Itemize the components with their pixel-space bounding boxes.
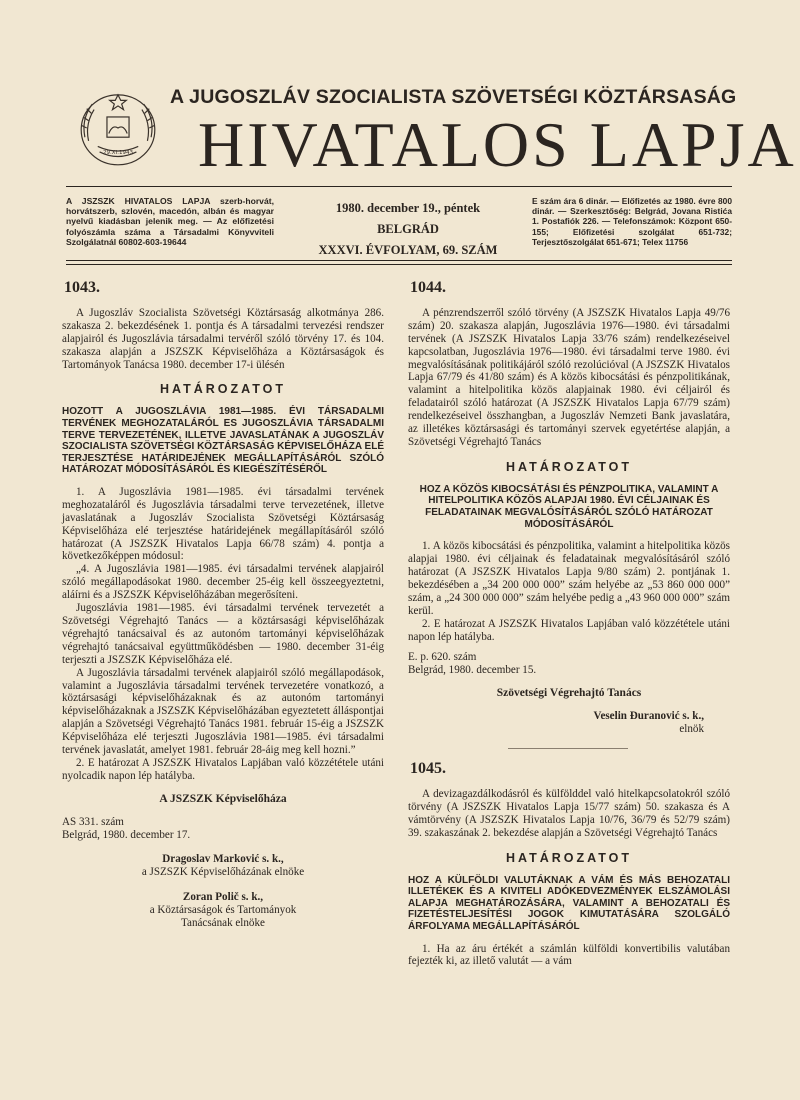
gazette-title: HIVATALOS LAPJA: [198, 109, 797, 180]
signatory-name-1: Dragoslav Marković s. k.,: [162, 853, 284, 866]
paragraph-1044-1: 1. A közös kibocsátási és pénzpolitika, valamint a hitelpolitika közös alapjai 1980. évi céljainak és feladatainak megvalósításáról szóló határozat (A JSZSZK Hivatalos Lapja 9/80 szám) 2. pontjának 1. bekezdésében a „34 200 000 000” szám helyébe az „53 860 000 000” szám, a „24 300 000 000” szám helyébe pedig a „43 960 000 000” szám kerül.: [408, 540, 730, 617]
signatory-title-3: elnök: [679, 723, 704, 736]
preamble-1044: A pénzrendszerről szóló törvény (A JSZSZK Hivatalos Lapja 49/76 szám) 20. szakasza alapján, Jugoszlávia 1976—1980. évi társadalmi tervének (A JSZSZK Hivatalos Lapja 33/76 szám) rendelkezéseivel kapcsolatban, Jugoszlávia 1976—1980. évi társadalmi terve 1980. évi megvalósításának politikájáról szóló rezolúcióval (A JSZSZK Hivatalos Lapja 67/79 és 41/80 szám) és A közös kibocsátási és pénzpolitikának, valamint a hitelpolitika közös alapjainak 1980. évi céljairól és feladatairól szóló határozat (A JSZSZK Hivatalos Lapja 67/79 szám) rendelkezéseivel összhangban, a Jugoszláv Nemzeti Bank javaslatára, az illetékes köztársasági és tartományi szervek egyetértése alapján, a Szövetségi Végrehajtó Tanács: [408, 306, 730, 448]
left-column: [62, 279, 384, 930]
signatory-title-2b: Tanácsának elnöke: [181, 917, 265, 930]
right-column: [408, 279, 730, 968]
issuer-1043: A JSZSZK Képviselőháza: [159, 792, 287, 805]
reference-1043: AS 331. szám: [62, 815, 124, 828]
publication-info: A JSZSZK HIVATALOS LAPJA szerb-horvát, horvátszerb, szlovén, macedón, albán és magyar nyelvű kiadásban jelenik meg. — Az előfizetési folyószámla száma a Társadalmi Könyvviteli Szolgálatnál 60802-603-19644: [66, 196, 274, 247]
signatory-name-2: Zoran Polič s. k.,: [182, 891, 264, 904]
preamble-1045: A devizagazdálkodásról és külfölddel való hitelkapcsolatokról szóló törvény (A JSZSZK Hivatalos Lapja 15/77 szám) 50. szakasza és A vámtörvény (A JSZSZK Hivatalos Lapja 10/76, 36/79 és 52/79 szám) 39. szakaszának 2. bekezdése alapján a Szövetségi Végrehajtó Tanács: [408, 788, 730, 839]
paragraph-1043-5: 2. E határozat A JSZSZK Hivatalos Lapjában való közzététele utáni nyolcadik napon lép hatályba.: [62, 756, 384, 782]
paragraph-1043-4: A Jugoszlávia társadalmi tervének alapjairól szóló megállapodások, valamint a Jugoszlávia társadalmi tervének tervezetére vonatkozó, a köztársasági képviselőházaknak és az autonóm tartományi képviselőházaknak a JSZSZK Képviselőházában egyeztetett álláspontjai alapján a Szövetségi Végrehajtó Tanács 1981. február 15-éig a JSZSZK Képviselőháza elé terjeszti Jugoszlávia 1981—1985. évi társadalmi tervének javaslatát, amelyet 1981. február 28-áig meg kell hozni.”: [62, 666, 384, 757]
country-title: A JUGOSZLÁV SZOCIALISTA SZÖVETSÉGI KÖZTÁRSASÁG: [170, 86, 737, 108]
masthead-rule-bottom-thin: [66, 264, 732, 265]
decision-heading-1043: HOZOTT A JUGOSZLÁVIA 1981—1985. ÉVI TÁRSADALMI TERVÉNEK MEGHOZATALÁRÓL ES JUGOSZLÁVIA TÁRSADALMI TERVE TERVEZETÉNEK, ILLETVE JAVASLATÁNAK A JUGOSZLÁV SZOCIALISTA SZÖVETSÉGI KÖZTÁRSASÁG KÉPVISELŐHÁZA ELÉ TERJESZTÉSE HATÁRIDEJÉNEK MEGÁLLAPÍTÁSÁRÓL SZÓLÓ HATÁROZAT MÓDOSÍTÁSÁRÓL ÉS KIEGÉSZÍTÉSÉRŐL: [62, 406, 384, 476]
paragraph-1043-1: 1. A Jugoszlávia 1981—1985. évi társadalmi tervének meghozataláról és Jugoszlávia társadalmi terve tervezetének, illetve javaslatának a Jugoszláv Szocialista Szövetségi Köztársaság Képviselőháza elé terjesztése határidejének megállapításáról szóló határozat (A JSZSZK Hivatalos Lapja 66/78 szám) 4. pontja a következőképpen módosul:: [62, 485, 384, 563]
signature-block-1: [62, 853, 384, 879]
masthead-rule-top: [66, 186, 732, 187]
preamble-1043: A Jugoszláv Szocialista Szövetségi Köztársaság alkotmánya 286. szakasza 2. bekezdésének 1. pontja és A társadalmi tervezési rendszer alapjairól és Jugoszlávia társadalmi tervéről szóló törvény 17. és 104. szakasza alapján a JSZSZK Képviselőháza a Köztársaságok és Tartományok Tanácsa 1980. december 17-i ülésén: [62, 306, 384, 371]
issue-volume: XXXVI. ÉVFOLYAM, 69. SZÁM: [318, 243, 498, 257]
emblem-date-text: 29.XI.1943: [103, 150, 133, 157]
decision-heading-1044: HOZ A KÖZÖS KIBOCSÁTÁSI ÉS PÉNZPOLITIKA, VALAMINT A HITELPOLITIKA KÖZÖS ALAPJAI 1980. ÉVI CÉLJAINAK ÉS FELADATAINAK MEGVALÓSÍTÁSÁRÓL SZÓLÓ HATÁROZAT MÓDOSÍTÁSÁRÓL: [419, 483, 719, 530]
place-date-1043: Belgrád, 1980. december 17.: [62, 828, 191, 841]
item-number-1045: 1045.: [410, 760, 446, 778]
paragraph-1043-2: „4. A Jugoszlávia 1981—1985. évi társadalmi tervének alapjairól szóló megállapodásokat 1980. december 25-éig kell összeegyeztetni, aláírni és a JSZSZK Képviselőházában megerősíteni.: [62, 563, 384, 602]
decision-title-1043: HATÁROZATOT: [159, 382, 287, 397]
signatory-title-2a: a Köztársaságok és Tartományok: [149, 904, 297, 917]
masthead-rule-bottom: [66, 260, 732, 261]
signatory-name-3: Veselin Đuranović s. k.,: [593, 710, 704, 723]
issuer-1044: Szövetségi Végrehajtó Tanács: [496, 687, 642, 700]
place-date-1044: Belgrád, 1980. december 15.: [408, 664, 537, 677]
paragraph-1044-2: 2. E határozat A JSZSZK Hivatalos Lapjában való közzététele utáni napon lép hatályba.: [408, 617, 730, 643]
issue-info: [300, 198, 516, 261]
decision-title-1044: HATÁROZATOT: [505, 459, 633, 474]
item-number-1043: 1043.: [64, 279, 100, 296]
issue-date: 1980. december 19., péntek: [335, 201, 481, 215]
signature-block-3: [408, 710, 730, 736]
decision-heading-1045: HOZ A KÜLFÖLDI VALUTÁKNAK A VÁM ÉS MÁS BEHOZATALI ILLETÉKEK ÉS A KIVITELI ADÓKEDVEZMÉNYEK ELSZÁMOLÁSI ALAPJA MEGHATÁROZÁSÁRA, VALAMINT A BEHOZATALI ÉS FIZETÉSTELJESÍTÉSI JOGOK KIMUTATÁSÁRA SZOLGÁLÓ ÁRFOLYAMA MEGÁLLAPÍTÁSÁRÓL: [408, 874, 730, 932]
price-contact-info: E szám ára 6 dinár. — Előfizetés az 1980. évre 800 dinár. — Szerkesztőség: Belgrád, Jovana Ristića 1. Postafiók 226. — Telefonszámok: Központ 650-155; Előfizetési szolgálat 651-732; Terjesztőszolgálat 651-671; Telex 11756: [532, 196, 732, 247]
paragraph-1043-3: Jugoszlávia 1981—1985. évi társadalmi tervének tervezetét a Szövetségi Végrehajtó Tanács — a köztársasági képviselőházak végrehajtó tanácsaival és az autonóm tartományi képviselőházak végrehajtó tanácsaival együttműködésben — 1980. december 31-éig terjeszti a JSZSZK Képviselőháza elé.: [62, 602, 384, 666]
decision-title-1045: HATÁROZATOT: [505, 850, 633, 865]
item-number-1044: 1044.: [410, 279, 446, 296]
issue-city: BELGRÁD: [377, 222, 439, 236]
state-emblem-icon: [72, 82, 164, 174]
paragraph-1045-1: 1. Ha az áru értékét a számlán külföldi konvertibilis valutában fejezték ki, az illető valutát — a vám: [408, 942, 730, 968]
signature-block-2: [62, 891, 384, 930]
section-separator: [508, 748, 628, 749]
signatory-title-1: a JSZSZK Képviselőházának elnöke: [141, 866, 305, 879]
reference-1044: E. p. 620. szám: [408, 651, 477, 664]
